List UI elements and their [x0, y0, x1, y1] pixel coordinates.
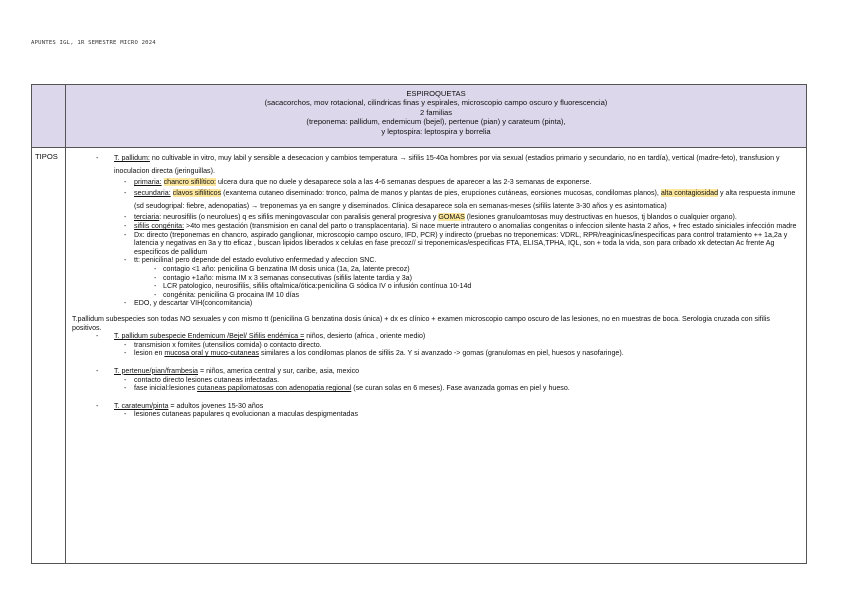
tt-subitem: - congénita: penicilina G procaina IM 10 días	[72, 291, 800, 300]
header-empty-cell	[32, 85, 66, 148]
carateum-subitem: - lesiones cutaneas papulares q evolucionan a maculas despigmentadas	[72, 410, 800, 419]
endemicum-subitem: - transmision x fomites (utensilios comida) o contacto directo.	[72, 341, 800, 350]
congenita-label: sifilis congénita:	[134, 222, 185, 230]
terciaria-text-2: (lesiones granuloamtosas muy destructivas en huesos, tj blandos o cualquier organo).	[464, 213, 737, 222]
pertenue-subitem: - contacto directo lesiones cutaneas infectadas.	[72, 376, 800, 385]
terciaria-highlight: GOMAS	[438, 213, 465, 222]
terciaria-item	[72, 213, 800, 222]
terciaria-text-1: : neurosifilis (o neurolues) q es sifilis meningovascular con paralisis general progresiva y	[159, 213, 439, 222]
header-cell	[66, 85, 807, 148]
primaria-label: primaria:	[134, 178, 162, 187]
row-label-cell	[32, 148, 66, 564]
pertenue-phase-underline: cutaneas papilomatosas con adenopatia regional	[197, 384, 352, 393]
endemicum-item	[72, 332, 800, 341]
subspecies-paragraph: T.pallidum subespecies son todas NO sexuales y con mismo tt (penicilina G benzatina dosis única) + dx es clínico + examen microscopio campo oscuro de las lesiones, no en muestras de boca. Serologia cruzada con sifilis positivos.	[72, 314, 770, 332]
pertenue-subitem	[72, 384, 800, 393]
primaria-item	[72, 178, 800, 187]
tt-subitem: - contagio <1 año: penicilina G benzatina IM dosis unica (1a, 2a, latente precoz)	[72, 265, 800, 274]
pallidum-name: T. pallidum:	[114, 154, 150, 162]
edo-item: - EDO, y descartar VIH(concomitancia)	[72, 299, 800, 308]
secundaria-highlight: clavos sifiliticos	[172, 189, 222, 197]
table-body-row	[32, 148, 807, 564]
pallidum-intro: no cultivable in vitro, muy labil y sensible a desecacion y cambios temperatura → sifilis 15-40a hombres por via sexual (estadios primario y secundario, no en tardía), vertical (madre-feto), transfusion y inoculacion directa (jeringuillas).	[114, 154, 780, 176]
pertenue-label: T. pertenue/pian/frambesia	[114, 366, 198, 375]
content-cell	[66, 148, 807, 564]
secundaria-highlight-2: alta contagiosidad	[660, 189, 719, 197]
secundaria-item	[72, 187, 800, 213]
pertenue-phase-a: fase inicial:lesiones	[134, 384, 198, 393]
endemicum-lesion-b: similares a los condilomas planos de sifilis 2a. Y si avanzado -> gomas (granulomas en piel, huesos y nasofaringe).	[259, 349, 624, 358]
congenita-text: >4to mes gestación (transmision en canal del parto o transplacentaria). Si nace muerte intrautero o anomalias congenitas o infeccion silente hasta 2 años, + frec estado siniciales infección madre	[184, 222, 797, 230]
dx-item: - Dx: directo (treponemas en chancro, aspirado ganglionar, microscopio campo oscuro, IFD, PCR) y indirecto (pruebas no treponemicas: VDRL, RPR/reaginicas/inespecificas para control tratamiento ++ 1a,2a y latencia y negativas en 3a y tto eficaz , buscan lipidos liberados x celulas en fase precoz// si treponemicas/especificas FTA, ELISA,TPHA, IQL, son + toda la vida, son para cribado xk detectan Ac frente Ag especificos de pallidum	[72, 231, 800, 257]
tt-subitem: - contagio +1año: misma IM x 3 semanas consecutivas (sifilis latente tardia y 3a)	[72, 274, 800, 283]
row-label: TIPOS	[35, 152, 58, 161]
congenita-item	[72, 222, 800, 231]
pertenue-phase-b: (se curan solas en 6 meses). Fase avanzada gomas en piel y hueso.	[351, 384, 570, 393]
secundaria-text-1: (exantema cutaneo diseminado: tronco, palma de manos y plantas de pies, erupciones cutáneas, eorsiones mucosas, condilomas planos),	[221, 189, 659, 197]
endemicum-label: T. pallidum subespecie Endemicum /Bejel/ Sifilis endémica =	[114, 332, 305, 341]
families-detail-2: y leptospira: leptospira y borrelia	[381, 126, 491, 136]
carateum-item	[72, 402, 800, 411]
secundaria-text-2: y alta respuesta inmune (sd seudogripal: fiebre, adenopatias) → treponemas ya en sangre y diseminados. Clinica desaparece sola en semanas-meses (sifilis latente 3-30 años y es asintomatica)	[134, 189, 796, 211]
endemicum-lesion-a: lesion en	[134, 349, 165, 358]
table-subtitle: (sacacorchos, mov rotacional, cilindricas finas y espirales, microscopio campo oscuro y fluorescencia)	[264, 98, 608, 108]
secundaria-label: secundaria:	[134, 189, 171, 197]
endemicum-lesion-underline: mucosa oral y muco-cutaneas	[164, 349, 260, 358]
pallidum-item	[72, 152, 800, 178]
primaria-highlight: chancro sifilítico:	[163, 178, 217, 187]
families-line: 2 familias	[419, 107, 453, 117]
table-title: ESPIROQUETAS	[406, 89, 466, 98]
primaria-text: ulcera dura que no duele y desaparece sola a las 4-6 semanas despues de aparecer a las 2-3 semanas de exponerse.	[216, 178, 592, 187]
carateum-text: = adultos jovenes 15-30 años	[168, 401, 264, 410]
tt-item: - tt: penicilina! pero depende del estado evolutivo enfermedad y afeccion SNC.	[72, 256, 800, 265]
pertenue-item	[72, 367, 800, 376]
pertenue-text: = niños, america central y sur, caribe, asia, mexico	[198, 366, 360, 375]
page-header: APUNTES IGL, 1R SEMESTRE MICRO 2024	[31, 40, 156, 46]
carateum-label: T. carateum/pinta	[114, 401, 169, 410]
notes-table	[31, 84, 807, 564]
table-header-row	[32, 85, 807, 148]
tt-subitem: - LCR patologico, neurosifilis, sifilis oftalmica/ótica:penicilina G sódica IV o infusión contínua 10-14d	[72, 282, 800, 291]
terciaria-label: terciaria	[134, 213, 160, 222]
endemicum-text: niños, desierto (africa , oriente medio)	[304, 332, 426, 341]
families-detail: (treponema: pallidum, endemicum (bejel), pertenue (pian) y carateum (pinta),	[306, 117, 566, 127]
endemicum-subitem	[72, 349, 800, 358]
